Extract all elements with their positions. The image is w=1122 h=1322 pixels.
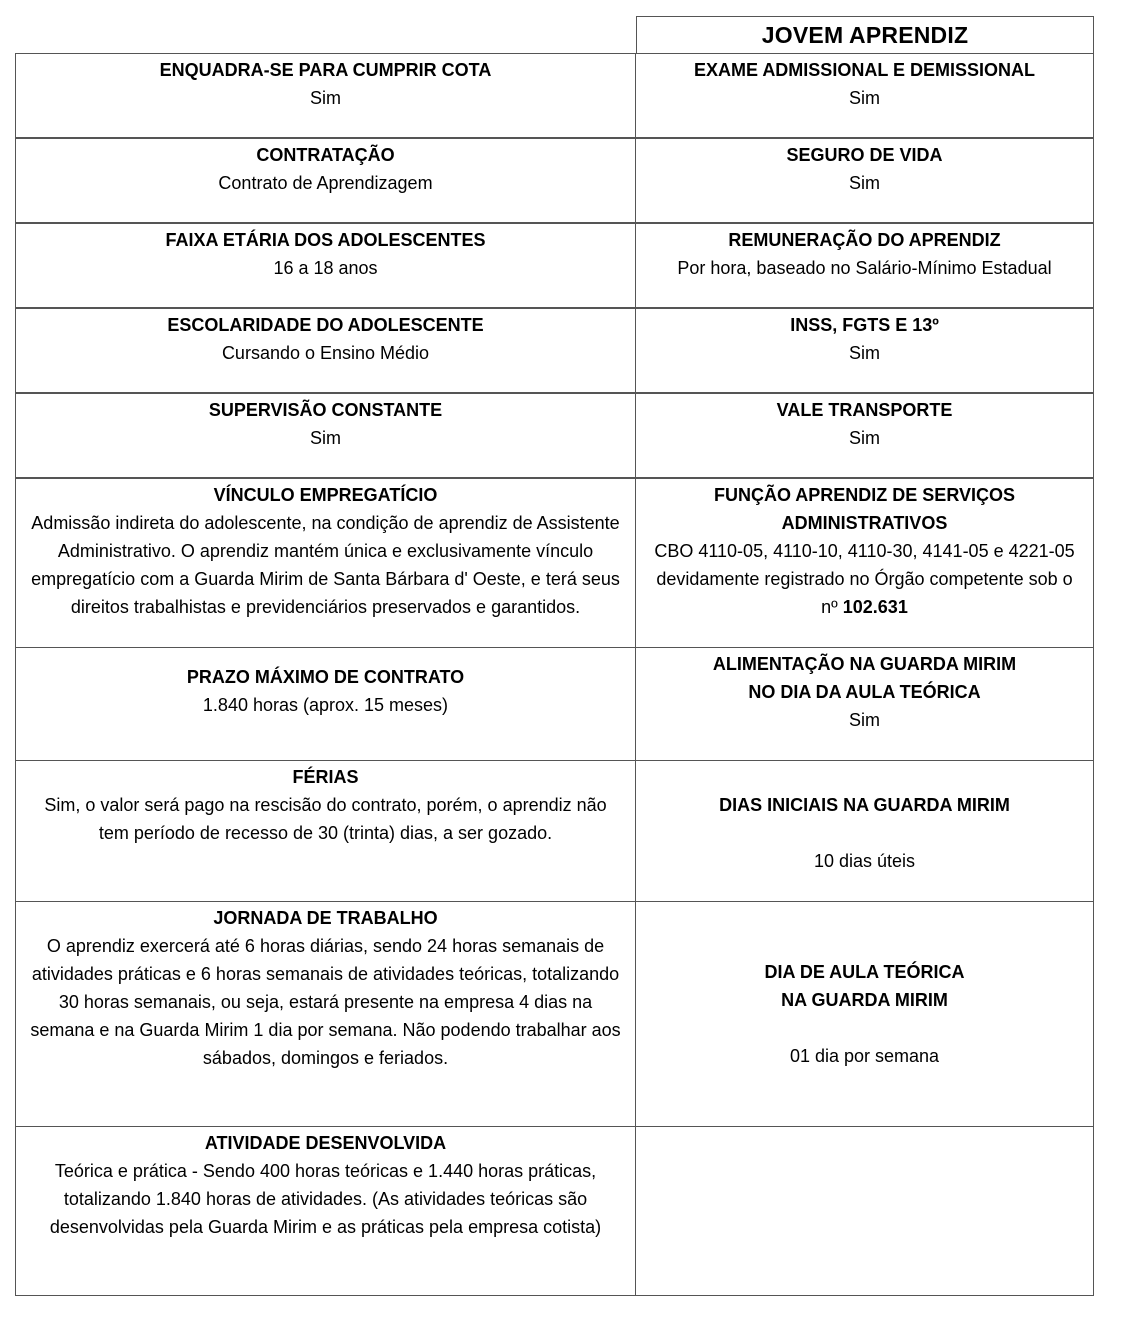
- cell-title: VÍNCULO EMPREGATÍCIO: [213, 485, 438, 505]
- cell-title: SEGURO DE VIDA: [786, 145, 943, 165]
- cell-title: FÉRIAS: [292, 767, 359, 787]
- registro-number: 102.631: [842, 597, 908, 617]
- cell-value: Sim: [849, 710, 880, 730]
- cell-value: Sim: [310, 88, 341, 108]
- cell-seguro-vida: [635, 138, 1094, 223]
- cell-dias-iniciais: [635, 760, 1094, 902]
- cell-title: PRAZO MÁXIMO DE CONTRATO: [186, 667, 465, 687]
- cell-value: Por hora, baseado no Salário-Mínimo Estadual: [677, 258, 1052, 278]
- cell-title: JORNADA DE TRABALHO: [213, 908, 438, 928]
- cell-faixa-etaria: [15, 223, 636, 308]
- cell-title: DIA DE AULA TEÓRICA NA GUARDA MIRIM: [764, 962, 965, 1010]
- cell-value: Sim: [310, 428, 341, 448]
- cell-value: Sim, o valor será pago na rescisão do contrato, porém, o aprendiz não tem período de recesso de 30 (trinta) dias, a ser gozado.: [44, 795, 607, 843]
- cell-atividade: [15, 1126, 636, 1296]
- cell-value: 10 dias úteis: [813, 851, 916, 871]
- cell-prazo: [15, 647, 636, 761]
- cell-value: Sim: [849, 173, 880, 193]
- cell-value: 16 a 18 anos: [273, 258, 378, 278]
- cell-value: Cursando o Ensino Médio: [221, 343, 430, 363]
- cell-value: Sim: [849, 428, 880, 448]
- cell-enquadra-cota: [15, 53, 636, 138]
- cell-value: Teórica e prática - Sendo 400 horas teóricas e 1.440 horas práticas, totalizando 1.840 horas de atividades. (As atividades teóricas são desenvolvidas pela Guarda Mirim e as práticas pela empresa cotista): [49, 1161, 602, 1237]
- cell-supervisao: [15, 393, 636, 478]
- cbo-text: CBO 4110-05, 4110-10, 4110-30, 4141-05 e 4221-05 devidamente registrado no Órgão competente sob o nº: [654, 541, 1075, 617]
- cell-title: SUPERVISÃO CONSTANTE: [208, 400, 443, 420]
- cell-value: 1.840 horas (aprox. 15 meses): [202, 695, 449, 715]
- cell-title: ENQUADRA-SE PARA CUMPRIR COTA: [159, 60, 492, 80]
- cell-value: Contrato de Aprendizagem: [218, 173, 433, 193]
- cell-title: ALIMENTAÇÃO NA GUARDA MIRIM NO DIA DA AULA TEÓRICA: [712, 654, 1017, 702]
- cell-aula-teorica: [635, 901, 1094, 1127]
- cell-alimentacao: [635, 647, 1094, 761]
- cell-empty: [635, 1126, 1094, 1296]
- cell-inss-fgts: [635, 308, 1094, 393]
- cell-value: Sim: [849, 343, 880, 363]
- cell-title: REMUNERAÇÃO DO APRENDIZ: [728, 230, 1001, 250]
- cell-title: EXAME ADMISSIONAL E DEMISSIONAL: [693, 60, 1036, 80]
- cell-title: FAIXA ETÁRIA DOS ADOLESCENTES: [165, 230, 486, 250]
- cell-exame: [635, 53, 1094, 138]
- cell-vinculo: [15, 478, 636, 648]
- cell-remuneracao: [635, 223, 1094, 308]
- cell-jornada: [15, 901, 636, 1127]
- cell-ferias: [15, 760, 636, 902]
- cell-vale-transporte: [635, 393, 1094, 478]
- cell-value: Sim: [849, 88, 880, 108]
- cell-title: FUNÇÃO APRENDIZ DE SERVIÇOS ADMINISTRATIVOS: [713, 485, 1016, 533]
- cell-escolaridade: [15, 308, 636, 393]
- cell-value: [648, 537, 1081, 621]
- column-header: JOVEM APRENDIZ: [636, 16, 1094, 53]
- cell-title: ATIVIDADE DESENVOLVIDA: [204, 1133, 447, 1153]
- cell-funcao: [635, 478, 1094, 648]
- cell-value: 01 dia por semana: [789, 1046, 940, 1066]
- cell-value: Admissão indireta do adolescente, na condição de aprendiz de Assistente Administrativo. O aprendiz mantém única e exclusivamente vínculo empregatício com a Guarda Mirim de Santa Bárbara d' Oeste, e terá seus direitos trabalhistas e previdenciários preservados e garantidos.: [31, 513, 620, 617]
- cell-value: O aprendiz exercerá até 6 horas diárias, sendo 24 horas semanais de atividades práticas e 6 horas semanais de atividades teóricas, totalizando 30 horas semanais, ou seja, estará presente na empresa 4 dias na semana e na Guarda Mirim 1 dia por semana. Não podendo trabalhar aos sábados, domingos e feriados.: [30, 936, 621, 1068]
- cell-title: INSS, FGTS E 13º: [790, 315, 939, 335]
- cell-title: VALE TRANSPORTE: [776, 400, 953, 420]
- cell-title: CONTRATAÇÃO: [256, 145, 395, 165]
- cell-title: DIAS INICIAIS NA GUARDA MIRIM: [719, 795, 1010, 815]
- cell-contratacao: [15, 138, 636, 223]
- cell-title: ESCOLARIDADE DO ADOLESCENTE: [167, 315, 484, 335]
